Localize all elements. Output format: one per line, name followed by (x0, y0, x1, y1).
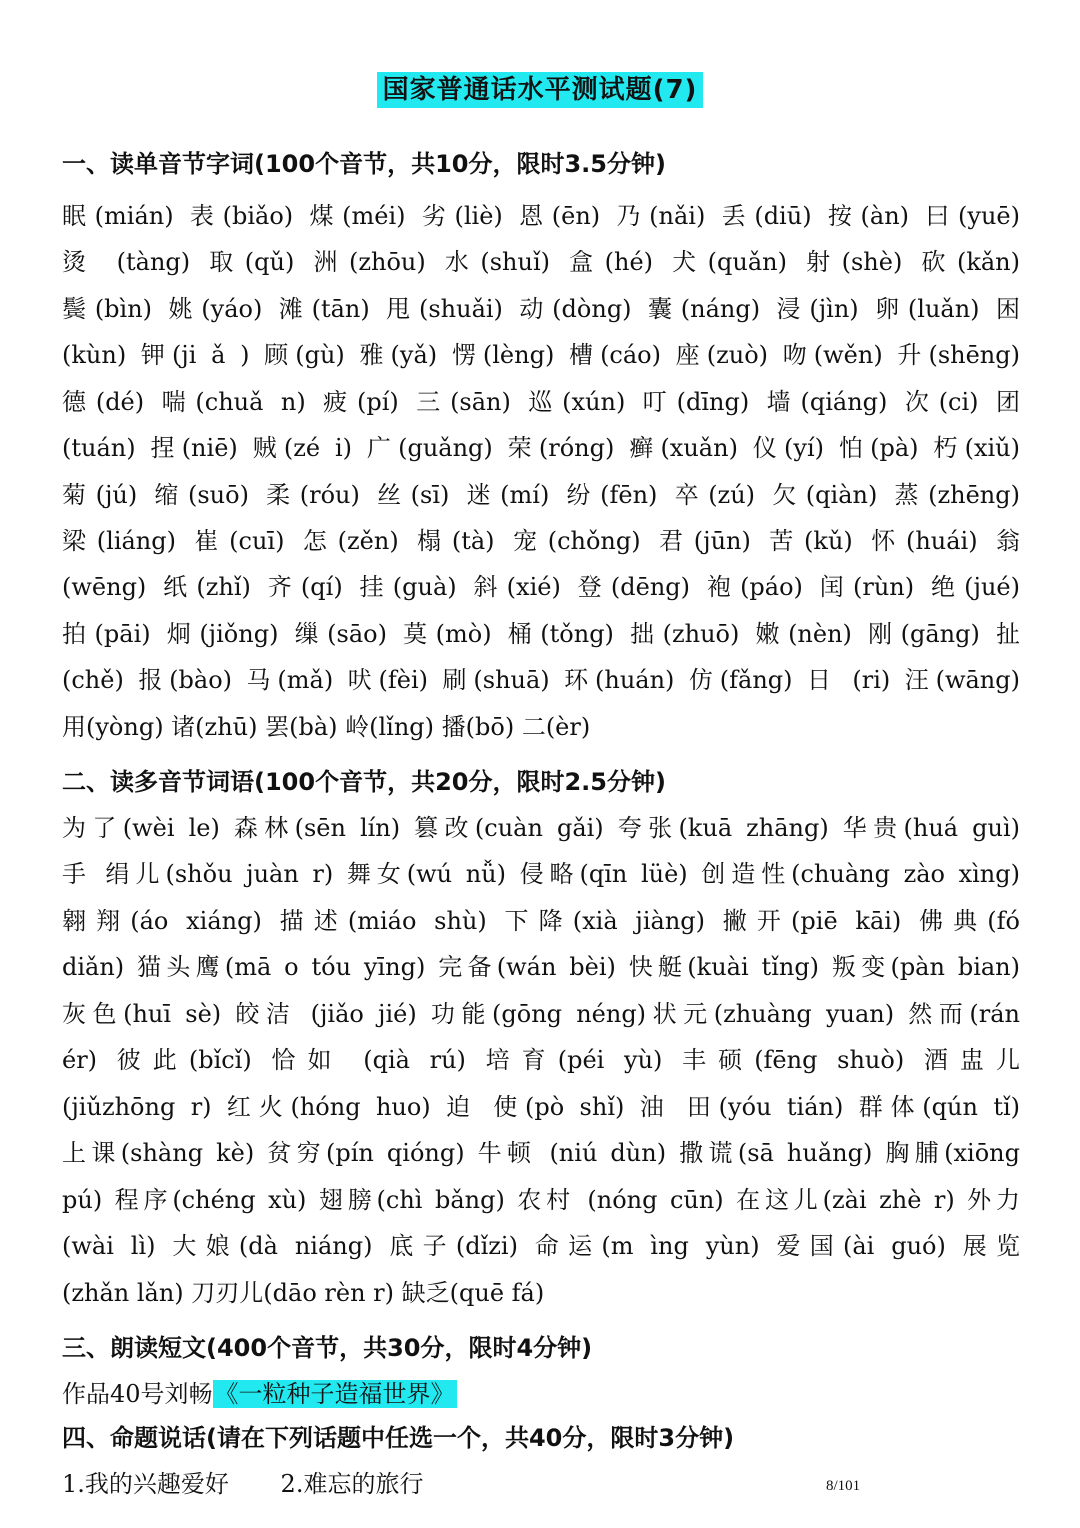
work-label: 作品40号刘畅 (62, 1380, 213, 1408)
topic-list (62, 1466, 423, 1502)
section-1-line: 拍(pāi) 炯(jiǒng) 缫(sāo) 莫(mò) 桶(tǒng) 拙(zhuō) 嫩(nèn) 刚(gāng) 扯 (62, 620, 1020, 648)
reading-work-line (62, 1376, 457, 1412)
topic-item: 1.我的兴趣爱好 (62, 1470, 229, 1498)
section-1-line: 用(yòng) 诸(zhū) 罢(bà) 岭(lǐng) 播(bō) 二(èr) (62, 713, 591, 741)
section-3-heading: 三、朗读短文(400个音节，共30分，限时4分钟) (62, 1334, 593, 1362)
section-2-line: 翱翔(áo xiáng) 描述(miáo shù) 下降(xià jiàng) 撇开(piē kāi) 佛典(fó (62, 907, 1020, 935)
section-2-line: diǎn) 猫头鹰(mā o tóu yīng) 完备(wán bèi) 快艇(kuài tǐng) 叛变(pàn bian) (62, 953, 1020, 981)
section-2-line: ér) 彼此(bǐcǐ) 恰如 (qià rú) 培育(péi yù) 丰硕(fēng shuò) 酒盅儿 (62, 1046, 1020, 1074)
section-1-heading: 一、读单音节字词(100个音节，共10分，限时3.5分钟) (62, 150, 666, 178)
page-title: 国家普通话水平测试题(7) (377, 72, 704, 108)
section-1-line: 鬓(bìn) 姚(yáo) 滩(tān) 甩(shuǎi) 动(dòng) 囊(náng) 浸(jìn) 卵(luǎn) 困 (62, 295, 1020, 323)
section-4-heading: 四、命题说话(请在下列话题中任选一个，共40分，限时3分钟) (62, 1424, 735, 1452)
section-2-line: pú) 程序(chéng xù) 翅膀(chì bǎng) 农村 (nóng cūn) 在这儿(zài zhè r) 外力 (62, 1186, 1020, 1214)
section-2-line: 手 绢儿(shǒu juàn r) 舞女(wú nǚ) 侵略(qīn lüè) 创造性(chuàng zào xìng) (62, 860, 1020, 888)
section-1-line: 菊(jú) 缩(suō) 柔(róu) 丝(sī) 迷(mí) 纷(fēn) 卒(zú) 欠(qiàn) 蒸(zhēng) (62, 481, 1020, 509)
section-1-line: 德(dé) 喘(chuǎ n) 疲(pí) 三(sān) 巡(xún) 叮(dīng) 墙(qiáng) 次(ci) 团 (62, 388, 1020, 416)
section-2-line: 上课(shàng kè) 贫穷(pín qióng) 牛顿 (niú dùn) 撒谎(sā huǎng) 胸脯(xiōng (62, 1139, 1020, 1167)
section-2-line: (jiǔzhōng r) 红火(hóng huo) 迫 使(pò shǐ) 油 田(yóu tián) 群体(qún tǐ) (62, 1093, 1020, 1121)
section-1-line: (kùn) 钾(ji ǎ ) 顾(gù) 雅(yǎ) 愣(lèng) 槽(cáo) 座(zuò) 吻(wěn) 升(shēng) (62, 341, 1020, 369)
title-wrap (0, 72, 1080, 108)
section-2-line: (wài lì) 大娘(dà niáng) 底子(dǐzi) 命运(m ìng yùn) 爱国(ài guó) 展览 (62, 1232, 1020, 1260)
work-title-highlight: 《一粒种子造福世界》 (214, 1380, 455, 1408)
topic-item: 2.难忘的旅行 (280, 1470, 424, 1498)
section-2-line: (zhǎn lǎn) 刀刃儿(dāo rèn r) 缺乏(quē fá) (62, 1279, 545, 1307)
section-1-line: (wēng) 纸(zhǐ) 齐(qí) 挂(guà) 斜(xié) 登(dēng) 袍(páo) 闰(rùn) 绝(jué) (62, 573, 1020, 601)
section-1-line: (tuán) 捏(niē) 贼(zé i) 广(guǎng) 荣(róng) 癣(xuǎn) 仪(yí) 怕(pà) 朽(xiǔ) (62, 434, 1020, 462)
section-1-line: 眠(mián) 表(biǎo) 煤(méi) 劣(liè) 恩(ēn) 乃(nǎi) 丢(diū) 按(àn) 曰(yuē) (62, 202, 1020, 230)
page-number: 8/101 (826, 1478, 861, 1494)
section-2-line: 为了(wèi le) 森林(sēn lín) 篡改(cuàn gǎi) 夸张(kuā zhāng) 华贵(huá guì) (62, 814, 1020, 842)
section-1-line: 烫 (tàng) 取(qǔ) 洲(zhōu) 水(shuǐ) 盒(hé) 犬(quǎn) 射(shè) 砍(kǎn) (62, 248, 1020, 276)
section-1-line: (chě) 报(bào) 马(mǎ) 吠(fèi) 刷(shuā) 环(huán) 仿(fǎng) 日 (ri) 汪(wāng) (62, 666, 1020, 694)
section-2-heading: 二、读多音节词语(100个音节，共20分，限时2.5分钟) (62, 768, 666, 796)
section-1-line: 梁(liáng) 崔(cuī) 怎(zěn) 榻(tà) 宠(chǒng) 君(jūn) 苦(kǔ) 怀(huái) 翁 (62, 527, 1020, 555)
section-2-line: 灰色(huī sè) 皎洁 (jiǎo jié) 功能(gōng néng)状元(zhuàng yuan) 然而(rán (62, 1000, 1020, 1028)
